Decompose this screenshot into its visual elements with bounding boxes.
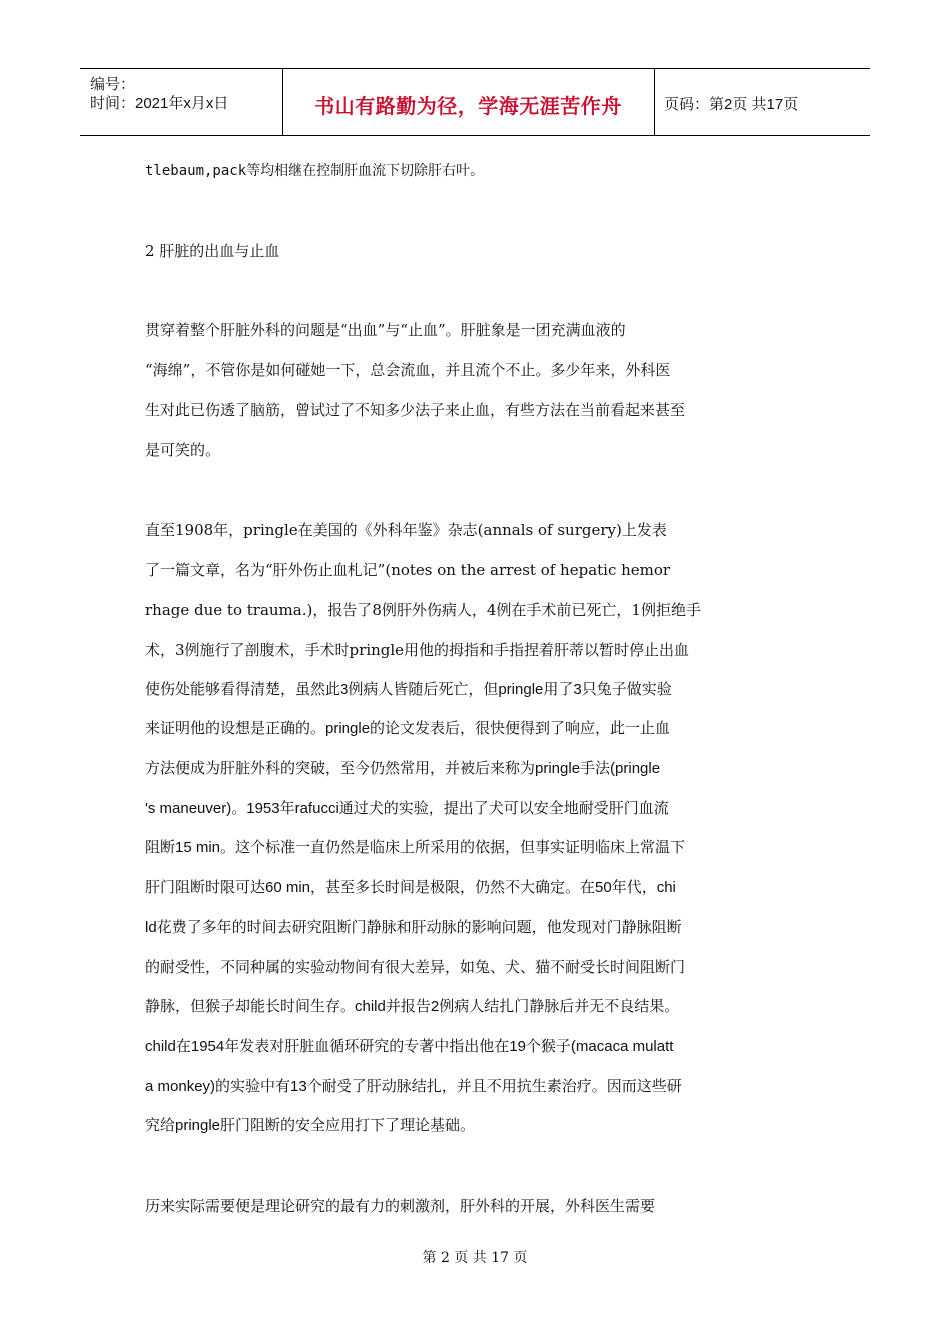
body-line: 静脉，但猴子却能长时间生存。child并报告2例病人结扎门静脉后并无不良结果。 [145,998,680,1015]
section-heading: 2 肝脏的出血与止血 [145,242,280,260]
body-line: 历来实际需要便是理论研究的最有力的刺激剂，肝外科的开展，外科医生需要 [145,1197,656,1215]
body-line: 术，3例施行了剖腹术，手术时pringle用他的拇指和手指捏着肝蒂以暂时停止出血 [145,641,690,659]
body-line: rhage due to trauma.)，报告了8例肝外伤病人，4例在手术前已死亡，1例拒绝手 [145,601,701,619]
header-page-cell [654,69,870,135]
header-info-cell [80,69,283,135]
body-line: 的耐受性，不同种属的实验动物间有很大差异，如兔、犬、猫不耐受长时间阻断门 [145,959,686,976]
body-line: ld花费了多年的时间去研究阻断门静脉和肝动脉的影响问题，他发现对门静脉阻断 [145,919,682,936]
body-line: 了一篇文章，名为“肝外伤止血札记”(notes on the arrest of hepatic hemor [145,561,671,579]
body-line: 来证明他的设想是正确的。pringle的论文发表后，很快便得到了响应，此一止血 [145,720,671,737]
body-line: “海绵”，不管你是如何碰她一下，总会流血，并且流个不止。多少年来，外科医 [145,361,671,379]
body-line: 方法便成为肝脏外科的突破，至今仍然常用，并被后来称为pringle手法(pringle [145,760,661,777]
body-line: 肝门阻断时限可达60 min，甚至多长时间是极限，仍然不大确定。在50年代，chi [145,879,676,896]
body-line: 是可笑的。 [145,441,221,459]
body-line: 阻断15 min。这个标准一直仍然是临床上所采用的依据，但事实证明临床上常温下 [145,839,686,856]
motto-text: 书山有路勤为径，学海无涯苦作舟 [314,94,622,118]
body-line: 究给pringle肝门阻断的安全应用打下了理论基础。 [145,1117,476,1134]
body-line: 生对此已伤透了脑筋，曾试过了不知多少法子来止血，有些方法在当前看起来甚至 [145,401,686,419]
body-line: tlebaum,pack等均相继在控制肝血流下切除肝右叶。 [145,163,485,179]
body-line: child在1954年发表对肝脏血循环研究的专著中指出他在19个猴子(macaca mulatt [145,1038,674,1055]
header-motto-cell [282,69,655,135]
serial-number-label: 编号： [90,76,136,93]
body-line: 使伤处能够看得清楚，虽然此3例病人皆随后死亡，但pringle用了3只兔子做实验 [145,681,672,698]
body-line: 贯穿着整个肝脏外科的问题是“出血”与“止血”。肝脏象是一团充满血液的 [145,321,626,339]
page-number-label: 页码：第2页 共17页 [664,96,799,113]
body-line: a monkey)的实验中有13个耐受了肝动脉结扎，并且不用抗生素治疗。因而这些研 [145,1078,682,1095]
page-header [80,68,870,136]
body-line: 's maneuver)。1953年rafucci通过犬的实验，提出了犬可以安全地耐受肝门血流 [145,800,669,817]
page-footer: 第 2 页 共 17 页 [422,1250,528,1266]
date-label: 时间：2021年x月x日 [90,95,229,112]
body-line: 直至1908年，pringle在美国的《外科年鉴》杂志(annals of surgery)上发表 [145,521,667,539]
